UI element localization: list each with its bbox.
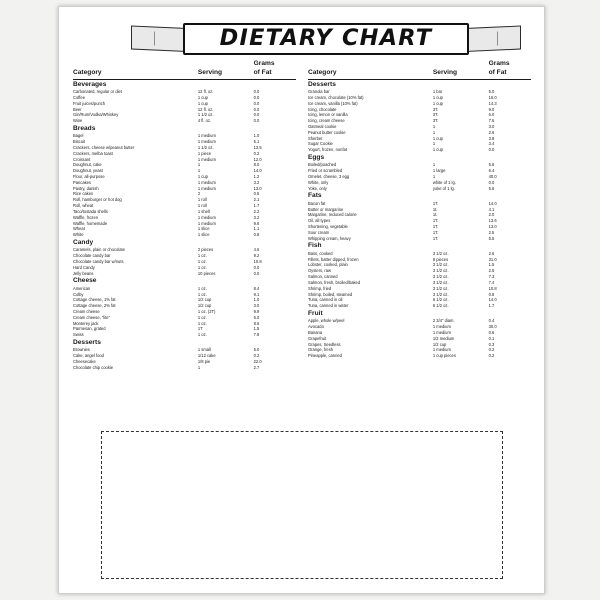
serving-size: 1 medium: [197, 179, 216, 185]
food-name: Ice cream, vanilla (10% fat): [308, 100, 358, 106]
serving-size: 1/8 pie: [197, 359, 211, 365]
group-heading: Desserts: [73, 339, 101, 347]
food-name: Chocolate chip cookie: [73, 364, 114, 370]
serving-size: 1 oz.: [197, 258, 207, 264]
group-heading: Fruit: [308, 309, 323, 317]
grams-of-fat: 4.1: [488, 206, 495, 212]
grams-of-fat: 0.0: [253, 118, 260, 124]
food-name: Chocolate candy bar: [73, 253, 111, 259]
food-name: Doughnut, yeast: [73, 168, 103, 174]
food-name: Cottage cheese, 1% fat: [73, 297, 116, 303]
serving-size: 1 cup: [432, 135, 443, 141]
serving-size: 10 pieces: [197, 270, 216, 276]
serving-size: 1: [432, 141, 436, 147]
serving-size: 1/12 cake: [197, 353, 216, 359]
group-heading-row: [308, 79, 531, 89]
food-name: Fruit juices/punch: [73, 100, 106, 106]
serving-size: 1T.: [432, 235, 439, 241]
serving-size: 1 medium: [197, 185, 216, 191]
serving-size: 3T.: [432, 112, 439, 118]
food-name: Pancakes: [73, 179, 91, 185]
serving-size: 1T.: [432, 200, 439, 206]
serving-size: 1 shell: [197, 208, 210, 214]
food-name: Grapes, Seedless: [308, 341, 341, 347]
page-title: DIETARY CHART: [219, 26, 433, 51]
grams-of-fat: 3.0: [253, 303, 260, 309]
serving-size: 1 oz.: [197, 264, 207, 270]
food-name: Whipping cream, heavy: [308, 235, 351, 241]
header-spacer2: [198, 59, 254, 68]
serving-size: 1 oz. (2T): [197, 308, 216, 314]
serving-size: 2: [197, 191, 201, 197]
serving-size: 1 roll: [197, 203, 207, 209]
header-spacer2: [433, 59, 489, 68]
header-spacer: [308, 59, 433, 68]
serving-size: 1 cup: [197, 94, 208, 100]
grams-of-fat: 6.0: [488, 112, 495, 118]
food-name: Icing, chocolate: [308, 106, 337, 112]
serving-size: 3 1/2 oz.: [432, 274, 449, 280]
food-name: Taco/tostada shells: [73, 208, 108, 214]
group-heading-row: [73, 276, 296, 285]
group-heading-row: [308, 153, 531, 162]
serving-size: 1: [432, 162, 436, 168]
grams-of-fat: 9.1: [253, 291, 260, 297]
food-name: Hard Candy: [73, 264, 95, 270]
notes-placeholder-box: [101, 431, 503, 579]
grams-of-fat: 12.0: [253, 156, 262, 162]
food-name: Roll, hamburger or hot dog: [73, 197, 122, 203]
grams-of-fat: 13.5: [253, 144, 262, 150]
food-name: Carbonated, regular or diet: [73, 89, 122, 95]
food-name: Avocado: [308, 324, 324, 330]
food-name: Pastry, danish: [73, 185, 99, 191]
serving-size: 3 1/2 oz.: [432, 285, 449, 291]
grams-of-fat: 0.0: [253, 106, 260, 112]
grams-of-fat: 7.8: [253, 332, 260, 338]
serving-size: 4 fl. oz.: [197, 118, 212, 124]
serving-size: 1t.: [432, 212, 438, 218]
food-name: Gin/Rum/Vodka/Whiskey: [73, 112, 119, 118]
food-name: Boiled/poached: [308, 162, 337, 168]
grams-of-fat: 0.0: [253, 270, 260, 276]
food-name: Monterey jack: [73, 320, 99, 326]
serving-size: 1 medium: [197, 220, 216, 226]
grams-of-fat: 7.3: [488, 274, 495, 280]
grams-of-fat: 0.0: [253, 112, 260, 118]
grams-of-fat: 9.9: [253, 308, 260, 314]
serving-size: 1 small: [197, 347, 211, 353]
serving-size: 1T: [197, 326, 203, 332]
serving-size: 1 medium: [197, 133, 216, 139]
grams-of-fat: 16.0: [488, 94, 497, 100]
right-table-body: [308, 59, 531, 359]
group-heading-row: [73, 238, 296, 247]
serving-size: 1 cup: [432, 100, 443, 106]
grams-of-fat: 1.2: [253, 174, 260, 179]
grams-of-fat: 0.4: [488, 318, 495, 324]
serving-size: 1 oz.: [197, 320, 207, 326]
food-name: Crackers, cheese w/peanut butter: [73, 144, 135, 150]
header-category: Category: [308, 69, 337, 77]
grams-of-fat: 0.6: [488, 329, 495, 335]
grams-of-fat: 1.1: [253, 226, 260, 232]
food-name: Shrimp, fried: [308, 285, 332, 291]
grams-of-fat: 0.0: [488, 147, 495, 153]
food-name: Tuna, canned in oil: [308, 297, 343, 303]
grams-of-fat: 5.5: [488, 235, 495, 241]
serving-size: 1 cup: [432, 147, 443, 153]
left-column: [73, 59, 296, 371]
serving-size: 1 1/2 oz.: [197, 144, 214, 150]
grams-of-fat: 1.7: [488, 303, 495, 309]
grams-of-fat: 5.6: [488, 185, 495, 191]
serving-size: 2 pieces: [197, 247, 214, 253]
food-name: Apple, whole w/peel: [308, 318, 345, 324]
grams-of-fat: 0.5: [253, 191, 260, 197]
header-spacer: [73, 59, 198, 68]
grams-of-fat: 13.0: [488, 224, 497, 230]
grams-of-fat: 13.0: [253, 185, 262, 191]
grams-of-fat: 2.7: [253, 364, 260, 370]
serving-size: 1 oz.: [197, 285, 207, 291]
serving-size: 1 cup: [432, 94, 443, 100]
serving-size: 1 oz.: [197, 253, 207, 259]
grams-of-fat: 7.4: [488, 279, 495, 285]
food-name: Crackers, melba toast: [73, 150, 113, 156]
grams-of-fat: 0.8: [253, 232, 260, 238]
grams-of-fat: 3.0: [488, 123, 495, 129]
food-name: Ice cream, chocolate (10% fat): [308, 94, 364, 100]
header-grams: Grams: [253, 60, 275, 67]
serving-size: 3T.: [432, 106, 439, 112]
serving-size: 1: [197, 364, 201, 370]
serving-size: 1 oz.: [197, 332, 207, 338]
food-name: Colby: [73, 291, 84, 297]
grams-of-fat: 5.6: [488, 162, 495, 168]
food-name: Cottage cheese, 2% fat: [73, 303, 116, 309]
food-name: Omelet, cheese, 3 egg: [308, 174, 350, 179]
serving-size: 1 medium: [432, 329, 451, 335]
serving-size: 1/2 cup: [432, 341, 447, 347]
serving-size: 1 bar: [432, 89, 443, 95]
grams-of-fat: 0.0: [253, 264, 260, 270]
grams-of-fat: 2.5: [488, 229, 495, 235]
grams-of-fat: 2.2: [253, 208, 260, 214]
group-heading: Candy: [73, 238, 94, 246]
grams-of-fat: 2.6: [488, 250, 495, 256]
group-heading: Fish: [308, 242, 322, 250]
grams-of-fat: 14.0: [488, 200, 497, 206]
serving-size: 1T.: [432, 218, 439, 224]
group-heading-row: [308, 191, 531, 200]
food-name: Grapefruit: [308, 335, 327, 341]
serving-size: 12 fl. oz.: [197, 89, 214, 95]
food-name: Cake, angel food: [73, 353, 104, 359]
serving-size: 1/2 cup: [197, 297, 212, 303]
serving-size: 3 1/2 oz.: [432, 268, 449, 274]
food-name: Waffle, frozen: [73, 214, 99, 220]
group-heading-row: [73, 338, 296, 347]
food-name: Oatmeal cookie: [308, 123, 337, 129]
food-name: Doughnut, cake: [73, 162, 102, 168]
food-name: Flour, all-purpose: [73, 174, 105, 179]
food-name: American: [73, 285, 91, 291]
food-name: Jelly beans: [73, 270, 94, 276]
food-name: Rice cakes: [73, 191, 94, 197]
grams-of-fat: 0.2: [253, 150, 260, 156]
grams-of-fat: 2.6: [488, 129, 495, 135]
food-name: Yogurt, frozen, nonfat: [308, 147, 347, 153]
grams-of-fat: 9.2: [253, 253, 260, 259]
group-heading: Desserts: [308, 80, 336, 88]
grams-of-fat: 14.0: [253, 168, 262, 174]
group-heading-row: [308, 309, 531, 318]
food-name: Lobster, cooked, plain: [308, 262, 348, 268]
grams-of-fat: 1.7: [253, 203, 260, 209]
grams-of-fat: 0.0: [253, 94, 260, 100]
serving-size: 1 slice: [197, 232, 210, 238]
group-heading-row: [73, 79, 296, 89]
group-heading: Cheese: [73, 277, 97, 285]
food-name: White, only: [308, 179, 329, 185]
food-name: Roll, wheat: [73, 203, 94, 209]
grams-of-fat: 9.0: [488, 106, 495, 112]
food-name: Bass, cooked: [308, 250, 333, 256]
serving-size: 6 1/2 oz.: [432, 297, 449, 303]
grams-of-fat: 3.4: [488, 141, 495, 147]
food-name: Brownies: [73, 347, 90, 353]
food-name: Sour cream: [308, 229, 330, 235]
serving-size: 12 fl. oz.: [197, 106, 214, 112]
group-heading: Eggs: [308, 154, 325, 162]
serving-size: 3 1/2 oz.: [432, 279, 449, 285]
table-row: [308, 353, 531, 359]
group-heading-row: [73, 124, 296, 133]
serving-size: 1 roll: [197, 197, 207, 203]
grams-of-fat: 9.6: [253, 220, 260, 226]
grams-of-fat: 3.2: [253, 214, 260, 220]
grams-of-fat: 7.6: [488, 118, 495, 124]
food-name: Parmesan, grated: [73, 326, 106, 332]
serving-size: 1 medium: [432, 347, 451, 353]
grams-of-fat: 5.0: [488, 89, 495, 95]
grams-of-fat: 1.0: [253, 297, 260, 303]
food-name: Oysters, raw: [308, 268, 331, 274]
header-grams: Grams: [488, 60, 510, 67]
food-name: Butter or margarine: [308, 206, 344, 212]
grams-of-fat: 8.0: [253, 162, 260, 168]
food-name: Icing, cream cheese: [308, 118, 345, 124]
grams-of-fat: 0.0: [253, 100, 260, 106]
serving-size: 1: [432, 123, 436, 129]
grams-of-fat: 22.0: [253, 359, 262, 365]
serving-size: 1 medium: [197, 139, 216, 145]
serving-size: 3T.: [432, 118, 439, 124]
food-name: Sugar Cookie: [308, 141, 333, 147]
food-name: Peanut butter cookie: [308, 129, 346, 135]
grams-of-fat: 1.5: [488, 262, 495, 268]
grams-of-fat: 4.6: [253, 247, 260, 253]
food-name: Bacon fat: [308, 200, 326, 206]
left-table-body: [73, 59, 296, 371]
column-header-grams-line: [308, 59, 531, 68]
food-name: Fillets, batter dipped, frozen: [308, 256, 359, 262]
grams-of-fat: 10.8: [253, 258, 262, 264]
grams-of-fat: 8.6: [253, 320, 260, 326]
food-name: Beer: [73, 106, 82, 112]
right-column: [308, 59, 531, 371]
grams-of-fat: 0.0: [488, 179, 495, 185]
food-name: Shortening, vegetable: [308, 224, 348, 230]
title-banner: [131, 23, 521, 57]
grams-of-fat: 13.6: [488, 218, 497, 224]
grams-of-fat: 3.2: [253, 179, 260, 185]
header-category: Category: [73, 69, 102, 77]
serving-size: 1T.: [432, 229, 439, 235]
grams-of-fat: 8.4: [253, 285, 260, 291]
serving-size: 2 3/4" diam.: [432, 318, 455, 324]
food-name: Cream cheese: [73, 308, 100, 314]
serving-size: 1/2 cup: [197, 303, 212, 309]
grams-of-fat: 2.0: [488, 212, 495, 218]
grams-of-fat: 0.0: [253, 89, 260, 95]
header-of-fat: of Fat: [253, 69, 272, 77]
grams-of-fat: 1.0: [253, 133, 260, 139]
grams-of-fat: 31.0: [488, 256, 497, 262]
grams-of-fat: 3.8: [488, 135, 495, 141]
food-name: Salmon, canned: [308, 274, 338, 280]
food-name: Shrimp, boiled, steamed: [308, 291, 353, 297]
grams-of-fat: 0.2: [488, 353, 495, 359]
serving-size: 1 medium: [197, 214, 216, 220]
column-header-row: [308, 68, 531, 77]
serving-size: 1: [197, 162, 201, 168]
serving-size: 1 cup pieces: [432, 353, 456, 359]
grams-of-fat: 40.0: [488, 174, 497, 179]
grams-of-fat: 0.1: [488, 335, 495, 341]
serving-size: 8 pieces: [432, 256, 449, 262]
serving-size: 1 slice: [197, 226, 210, 232]
serving-size: 1: [197, 168, 201, 174]
serving-size: 1 cup: [197, 100, 208, 106]
grams-of-fat: 0.8: [488, 291, 495, 297]
serving-size: 1/2 medium: [432, 335, 455, 341]
serving-size: white of 1 lg.: [432, 179, 456, 185]
food-name: Croissant: [73, 156, 91, 162]
grams-of-fat: 30.0: [488, 324, 497, 330]
serving-size: 3 1/2 oz.: [432, 262, 449, 268]
grams-of-fat: 0.2: [253, 353, 260, 359]
header-serving: Serving: [197, 69, 223, 77]
food-name: White: [73, 232, 84, 238]
food-name: Fried or scrambled: [308, 168, 343, 174]
grams-of-fat: 2.5: [488, 268, 495, 274]
grams-of-fat: 2.1: [253, 197, 260, 203]
serving-size: 1 medium: [197, 156, 216, 162]
column-header-grams-line: [73, 59, 296, 68]
food-name: Cheesecake: [73, 359, 96, 365]
grams-of-fat: 5.1: [253, 139, 260, 145]
food-name: Wheat: [73, 226, 85, 232]
right-table: [308, 59, 531, 359]
dietary-chart-sheet: [58, 6, 545, 594]
header-of-fat: of Fat: [488, 69, 507, 77]
serving-size: 1t.: [432, 206, 438, 212]
food-name: Oil, all types: [308, 218, 331, 224]
serving-size: 3 1/2 oz.: [432, 250, 449, 256]
food-name: Wine: [73, 118, 83, 124]
food-name: Biscuit: [73, 139, 86, 145]
serving-size: 1 oz.: [197, 314, 207, 320]
group-heading: Fats: [308, 192, 322, 200]
food-name: Tuna, canned in water: [308, 303, 349, 309]
table-row: [73, 365, 296, 371]
food-name: Cream cheese, "lite": [73, 314, 111, 320]
food-name: Margarine, reduced calorie: [308, 212, 357, 218]
food-name: Swiss: [73, 332, 84, 338]
food-name: Banana: [308, 329, 323, 335]
serving-size: 1: [432, 174, 436, 179]
grams-of-fat: 14.0: [488, 297, 497, 303]
serving-size: 1 large: [432, 168, 446, 174]
serving-size: 1T.: [432, 224, 439, 230]
serving-size: 3 1/2 oz.: [432, 291, 449, 297]
food-name: Sherbet: [308, 135, 323, 141]
serving-size: 1 1/2 oz.: [197, 112, 214, 118]
chart-columns: [73, 59, 531, 371]
column-header-row: [73, 68, 296, 77]
group-heading-row: [308, 241, 531, 250]
grams-of-fat: 10.8: [488, 285, 497, 291]
food-name: Bagel: [73, 133, 84, 139]
serving-size: 1: [432, 129, 436, 135]
food-name: Yoke, only: [308, 185, 327, 191]
serving-size: 1 piece: [197, 150, 212, 156]
grams-of-fat: 5.0: [253, 347, 260, 353]
grams-of-fat: 1.5: [253, 326, 260, 332]
left-table: [73, 59, 296, 371]
grams-of-fat: 0.3: [488, 341, 495, 347]
serving-size: 1 oz.: [197, 291, 207, 297]
food-name: Granola bar: [308, 89, 330, 95]
grams-of-fat: 6.4: [488, 168, 495, 174]
header-serving: Serving: [432, 69, 458, 77]
serving-size: yoke of 1 lg.: [432, 185, 455, 191]
serving-size: 1 cup: [197, 174, 208, 179]
group-heading: Breads: [73, 124, 96, 132]
food-name: Caramels, plain or chocolate: [73, 247, 125, 253]
serving-size: 6 1/2 oz.: [432, 303, 449, 309]
food-name: Pineapple, canned: [308, 353, 342, 359]
food-name: Salmon, fresh, broiled/baked: [308, 279, 361, 285]
serving-size: 1 medium: [432, 324, 451, 330]
grams-of-fat: 5.0: [253, 314, 260, 320]
food-name: Waffle, homemade: [73, 220, 108, 226]
food-name: Chocolate candy bar w/nuts: [73, 258, 124, 264]
food-name: Coffee: [73, 94, 85, 100]
group-heading: Beverages: [73, 80, 107, 88]
grams-of-fat: 14.3: [488, 100, 497, 106]
food-name: Icing, lemon or vanilla: [308, 112, 348, 118]
grams-of-fat: 0.2: [488, 347, 495, 353]
food-name: Orange, fresh: [308, 347, 334, 353]
